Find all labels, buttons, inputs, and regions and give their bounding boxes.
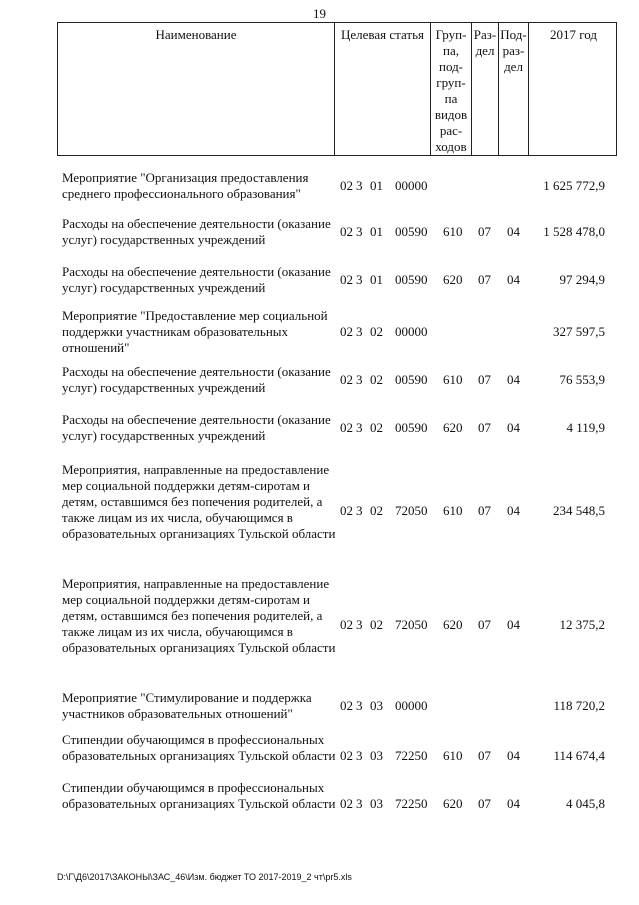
row-name: Мероприятия, направленные на предоставление мер социальной поддержки детям-сиротам и детям, оставшимся без попечения родителей, а также лицам из их числа, обучающимся в образовательных организациях Тульской области (62, 576, 336, 655)
header-section-cell (472, 23, 499, 155)
row-el: 03 (370, 796, 383, 811)
row-sub: 3 (356, 272, 363, 287)
row-grp: 620 (443, 420, 463, 435)
row-el: 02 (370, 324, 383, 339)
row-amount: 4 119,9 (566, 420, 605, 435)
row-amount: 118 720,2 (553, 698, 605, 713)
table-header (57, 22, 617, 156)
row-name: Мероприятие "Предоставление мер социальной поддержки участникам образовательных отношений" (62, 308, 328, 355)
row-prog: 02 (340, 272, 353, 287)
header-name: Наименование (155, 27, 237, 42)
row-el: 01 (370, 272, 383, 287)
row-el: 02 (370, 372, 383, 387)
row-name: Мероприятие "Организация предоставления среднего профессионального образования" (62, 170, 309, 201)
row-sub: 3 (356, 617, 363, 632)
row-el: 03 (370, 748, 383, 763)
row-el: 01 (370, 178, 383, 193)
row-podr: 04 (507, 224, 520, 239)
row-name: Мероприятия, направленные на предоставление мер социальной поддержки детям-сиротам и детям, оставшимся без попечения родителей, а также лицам из их числа, обучающимся в образовательных организациях Тульской области (62, 462, 336, 541)
row-name: Мероприятие "Стимулирование и поддержка участников образовательных отношений" (62, 690, 312, 721)
header-target: Целевая статья (340, 27, 424, 42)
row-prog: 02 (340, 748, 353, 763)
header-section: Раз- дел (473, 27, 497, 58)
row-dir: 72050 (395, 617, 428, 632)
row-dir: 00000 (395, 324, 428, 339)
row-el: 03 (370, 698, 383, 713)
row-dir: 72050 (395, 503, 428, 518)
row-grp: 620 (443, 272, 463, 287)
row-name: Стипендии обучающимся в профессиональных образовательных организациях Тульской области (62, 780, 336, 811)
row-grp: 610 (443, 748, 463, 763)
row-dir: 00590 (395, 420, 428, 435)
row-podr: 04 (507, 748, 520, 763)
row-el: 02 (370, 420, 383, 435)
header-year-cell (529, 23, 618, 155)
row-dir: 00000 (395, 178, 428, 193)
row-amount: 327 597,5 (553, 324, 605, 339)
row-podr: 04 (507, 272, 520, 287)
row-razd: 07 (478, 748, 491, 763)
row-podr: 04 (507, 420, 520, 435)
row-dir: 72250 (395, 748, 428, 763)
row-razd: 07 (478, 503, 491, 518)
header-group-cell (431, 23, 472, 155)
row-dir: 00590 (395, 372, 428, 387)
row-el: 02 (370, 503, 383, 518)
row-prog: 02 (340, 324, 353, 339)
row-dir: 00590 (395, 224, 428, 239)
row-amount: 76 553,9 (559, 372, 605, 387)
row-grp: 620 (443, 617, 463, 632)
row-sub: 3 (356, 698, 363, 713)
row-dir: 72250 (395, 796, 428, 811)
row-razd: 07 (478, 617, 491, 632)
row-podr: 04 (507, 372, 520, 387)
row-prog: 02 (340, 503, 353, 518)
row-razd: 07 (478, 224, 491, 239)
row-sub: 3 (356, 748, 363, 763)
row-razd: 07 (478, 420, 491, 435)
row-sub: 3 (356, 324, 363, 339)
header-subsection-cell (499, 23, 529, 155)
row-sub: 3 (356, 372, 363, 387)
row-amount: 114 674,4 (553, 748, 605, 763)
row-prog: 02 (340, 420, 353, 435)
row-prog: 02 (340, 796, 353, 811)
row-prog: 02 (340, 617, 353, 632)
row-name: Расходы на обеспечение деятельности (оказание услуг) государственных учреждений (62, 216, 331, 247)
row-razd: 07 (478, 372, 491, 387)
row-amount: 4 045,8 (566, 796, 605, 811)
row-el: 01 (370, 224, 383, 239)
row-razd: 07 (478, 796, 491, 811)
row-name: Расходы на обеспечение деятельности (оказание услуг) государственных учреждений (62, 364, 331, 395)
row-dir: 00000 (395, 698, 428, 713)
row-prog: 02 (340, 178, 353, 193)
row-podr: 04 (507, 617, 520, 632)
row-amount: 1 528 478,0 (543, 224, 605, 239)
row-amount: 12 375,2 (559, 617, 605, 632)
header-subsection: Под- раз- дел (500, 27, 527, 74)
row-el: 02 (370, 617, 383, 632)
row-sub: 3 (356, 224, 363, 239)
row-dir: 00590 (395, 272, 428, 287)
row-grp: 620 (443, 796, 463, 811)
row-name: Расходы на обеспечение деятельности (оказание услуг) государственных учреждений (62, 412, 331, 443)
row-prog: 02 (340, 698, 353, 713)
row-name: Расходы на обеспечение деятельности (оказание услуг) государственных учреждений (62, 264, 331, 295)
row-prog: 02 (340, 224, 353, 239)
row-sub: 3 (356, 796, 363, 811)
row-amount: 97 294,9 (559, 272, 605, 287)
page-number: 19 (313, 6, 326, 21)
row-podr: 04 (507, 503, 520, 518)
footer-file-path: D:\Г\Д6\2017\ЗАКОНЫ\ЗАС_46\Изм. бюджет ТО 2017-2019_2 чт\pr5.xls (57, 872, 352, 882)
row-sub: 3 (356, 420, 363, 435)
row-amount: 1 625 772,9 (543, 178, 605, 193)
row-prog: 02 (340, 372, 353, 387)
row-amount: 234 548,5 (553, 503, 605, 518)
row-grp: 610 (443, 503, 463, 518)
row-sub: 3 (356, 178, 363, 193)
row-grp: 610 (443, 224, 463, 239)
header-name-cell (58, 23, 335, 155)
row-sub: 3 (356, 503, 363, 518)
row-grp: 610 (443, 372, 463, 387)
row-podr: 04 (507, 796, 520, 811)
row-name: Стипендии обучающимся в профессиональных образовательных организациях Тульской области (62, 732, 336, 763)
header-year: 2017 год (550, 27, 597, 42)
header-group: Груп- па, под- груп- па видов рас- ходов (434, 27, 468, 154)
row-razd: 07 (478, 272, 491, 287)
header-target-cell (335, 23, 431, 155)
